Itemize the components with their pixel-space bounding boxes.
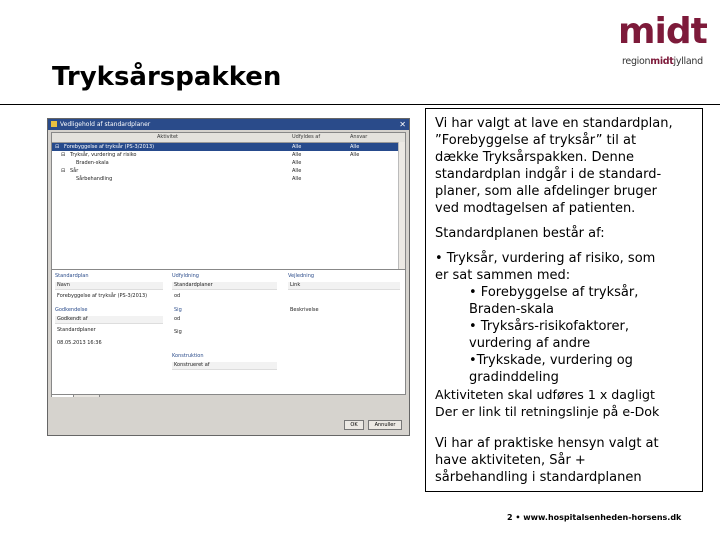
column-header[interactable]: Aktivitet	[157, 134, 179, 140]
text-line: Braden-skala	[469, 302, 555, 317]
text-line: ved modtagelsen af patienten.	[435, 201, 636, 216]
row-col2: Alle	[292, 168, 302, 174]
text-line: standardplan indgår i de standard-	[435, 167, 662, 182]
row-text: Braden-skala	[76, 160, 109, 166]
sig-label: Sig	[174, 307, 182, 313]
app-icon	[51, 121, 57, 127]
beskrivelse-label: Beskrivelse	[290, 307, 319, 313]
row-col2: Alle	[292, 176, 302, 182]
text-line: sårbehandling i standardplanen	[435, 470, 642, 485]
vejledning-field[interactable]	[288, 282, 400, 290]
text-line: ”Forebyggelse af tryksår” til at	[435, 133, 637, 148]
text-line: er sat sammen med:	[435, 268, 571, 283]
row-col3: Alle	[350, 152, 360, 158]
column-header[interactable]: Udfyldes af	[292, 134, 321, 140]
text-line: planer, som alle afdelinger bruger	[435, 184, 657, 199]
text-line: Der er link til retningslinje på e-Dok	[435, 404, 660, 419]
udfyldning-value: Standardplaner	[174, 282, 213, 288]
text-line: • Tryksår, vurdering af risiko, som	[435, 251, 656, 266]
slide-title: Tryksårspakken	[52, 62, 282, 92]
standardplan-label: Standardplan	[55, 273, 89, 279]
close-icon[interactable]: ✕	[399, 120, 406, 129]
row-col2: Alle	[292, 160, 302, 166]
sig-od: od	[174, 316, 181, 322]
window-footer	[48, 419, 409, 430]
name-label: Navn	[57, 282, 70, 288]
konstruktion-label: Konstruktion	[172, 353, 204, 359]
expander-icon[interactable]: ⊟	[61, 168, 66, 174]
region-midtjylland-logo	[618, 11, 710, 67]
expander-icon[interactable]: ⊟	[61, 152, 66, 158]
name-value: Forebyggelse af tryksår (PS-3/2013)	[57, 293, 148, 299]
row-text: Sår	[70, 168, 79, 174]
description-box	[425, 108, 703, 492]
footer-url: 2 • www.hospitalsenheden-horsens.dk	[507, 513, 682, 522]
grid-row[interactable]	[52, 151, 405, 159]
grid-row[interactable]	[52, 159, 405, 167]
row-col2: Alle	[292, 152, 302, 158]
text-line: vurdering af andre	[469, 336, 591, 351]
text-line: gradinddeling	[469, 370, 559, 385]
sig-label-2: Sig	[174, 329, 182, 335]
date-value: 08.05.2013 16:36	[57, 340, 102, 346]
column-header[interactable]: Ansvar	[350, 134, 368, 140]
text-line: Aktiviteten skal udføres 1 x dagligt	[435, 387, 655, 402]
row-text: Forebyggelse af tryksår (PS-3/2013)	[64, 144, 155, 150]
konstrueret-label: Konstrueret af	[174, 362, 210, 368]
row-text: Sårbehandling	[76, 176, 113, 182]
logo-subtitle: regionmidtjylland	[622, 56, 703, 67]
grid-row[interactable]	[52, 143, 405, 151]
text-line: Standardplanen består af:	[435, 226, 605, 241]
expander-icon[interactable]: ⊟	[55, 144, 60, 150]
ok-button[interactable]: OK	[344, 420, 364, 430]
row-col3: Alle	[350, 144, 360, 150]
title-divider	[0, 104, 720, 105]
row-text: Tryksår, vurdering af risiko	[70, 152, 137, 158]
name-field-bg	[55, 282, 163, 290]
text-line: • Forebyggelse af tryksår,	[469, 285, 639, 300]
text-line: Vi har valgt at lave en standardplan,	[435, 116, 673, 131]
grid-row[interactable]	[52, 175, 405, 183]
grid-header	[52, 133, 405, 143]
standardplan-window	[47, 118, 410, 436]
godkendt-label: Godkendt af	[57, 316, 88, 322]
text-line: •Trykskade, vurdering og	[469, 353, 633, 368]
window-titlebar	[48, 119, 409, 130]
text-line: have aktiviteten, Sår +	[435, 453, 586, 468]
detail-panel	[51, 269, 406, 395]
vejledning-link[interactable]: Link	[290, 282, 301, 288]
grid-row[interactable]	[52, 167, 405, 175]
row-col2: Alle	[292, 144, 302, 150]
text-line: dække Tryksårspakken. Denne	[435, 150, 634, 165]
udfyldning-label: Udfyldning	[172, 273, 199, 279]
text-line: Vi har af praktiske hensyn valgt at	[435, 436, 659, 451]
godkendt-value: Standardplaner	[57, 327, 96, 333]
godkendelse-label: Godkendelse	[55, 307, 88, 313]
logo-word: midt	[618, 11, 707, 52]
window-title: Vedligehold af standardplaner	[60, 121, 151, 128]
udfyldning-od: od	[174, 293, 181, 299]
cancel-button[interactable]: Annuller	[368, 420, 402, 430]
vejledning-label: Vejledning	[288, 273, 315, 279]
text-line: • Tryksårs-risikofaktorer,	[469, 319, 629, 334]
